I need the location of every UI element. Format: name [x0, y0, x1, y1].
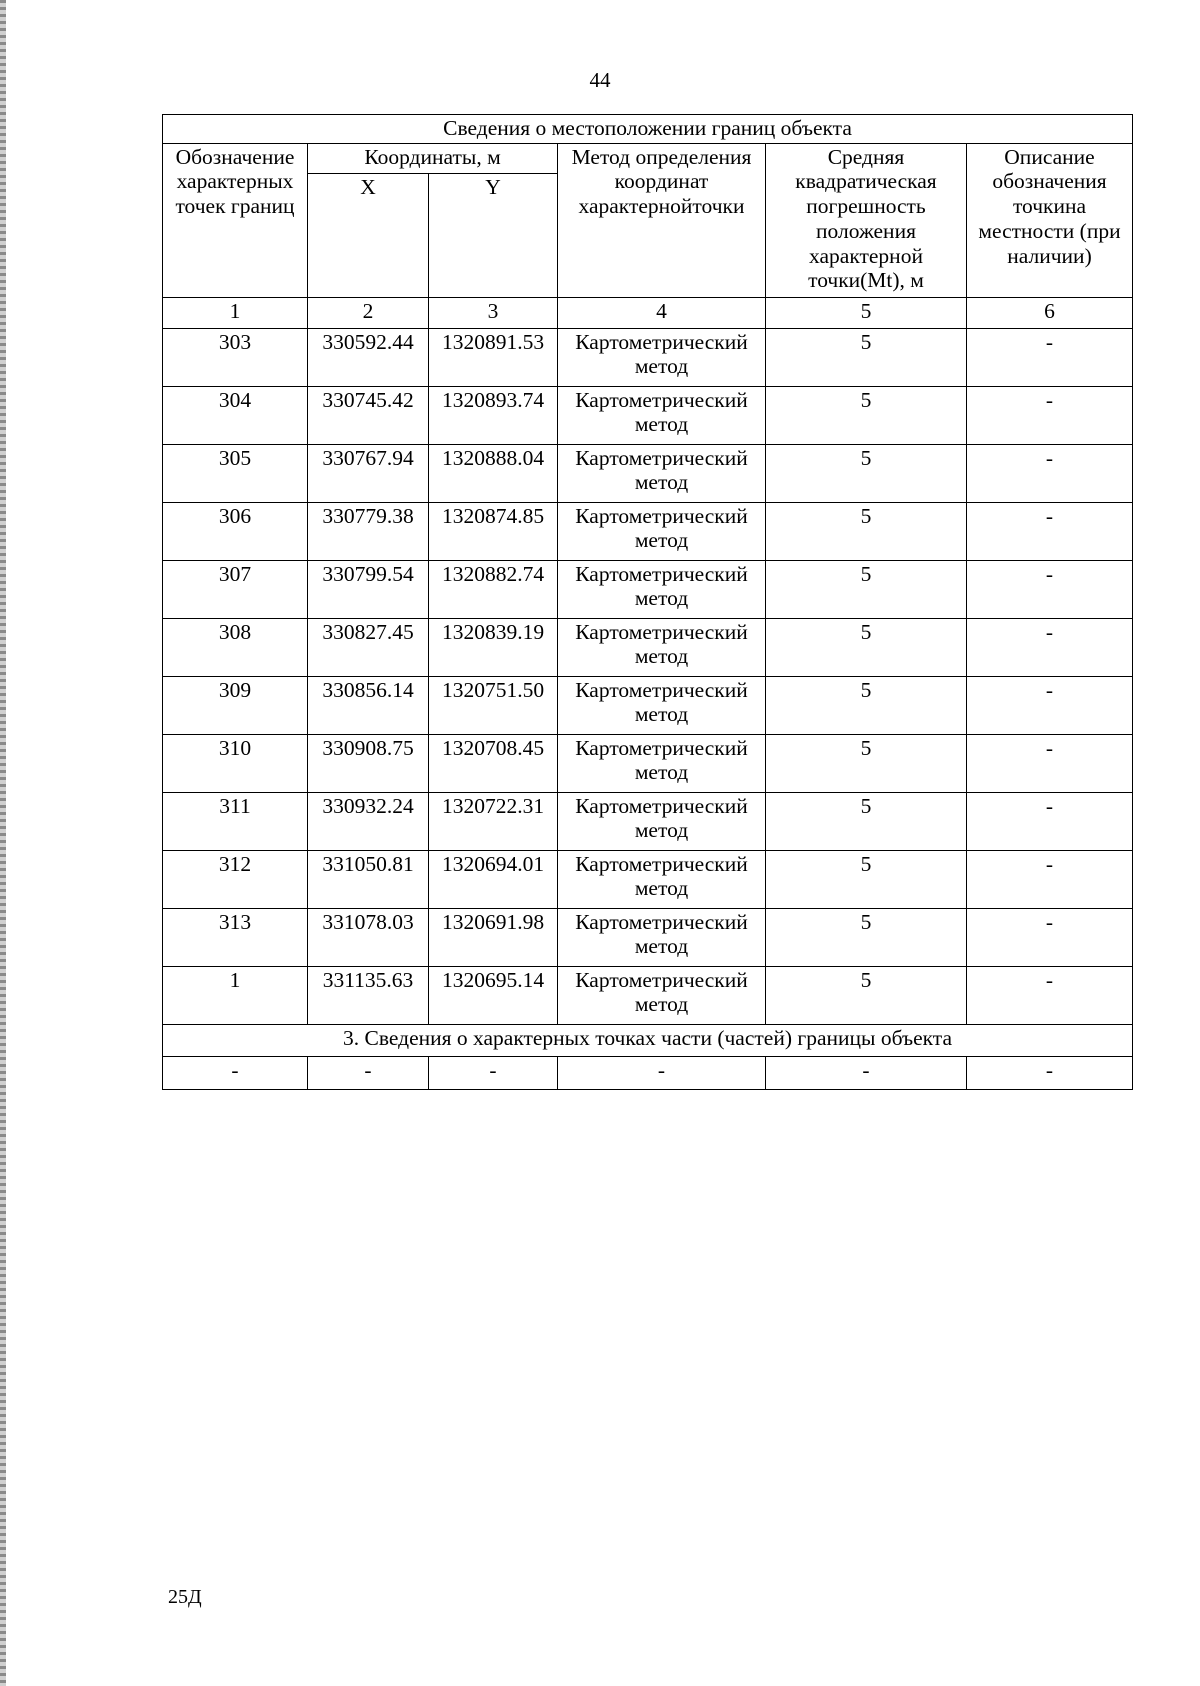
column-number: 2: [308, 297, 429, 328]
method-cell: Картометрический метод: [558, 560, 766, 618]
table-row: [163, 908, 1133, 966]
table-row: [163, 560, 1133, 618]
table-row: [163, 792, 1133, 850]
description-cell: -: [967, 444, 1133, 502]
y-coordinate-cell: 1320695.14: [429, 966, 558, 1024]
y-coordinate-cell: 1320874.85: [429, 502, 558, 560]
column-number: 5: [766, 297, 967, 328]
table-row: [163, 386, 1133, 444]
caption-row: [163, 115, 1133, 144]
document-code: 25Д: [168, 1586, 202, 1608]
method-cell: Картометрический метод: [558, 850, 766, 908]
error-cell: 5: [766, 792, 967, 850]
point-cell: 313: [163, 908, 308, 966]
method-cell: Картометрический метод: [558, 502, 766, 560]
point-cell: 309: [163, 676, 308, 734]
y-coordinate-cell: 1320708.45: [429, 734, 558, 792]
point-cell: 1: [163, 966, 308, 1024]
y-coordinate-cell: 1320893.74: [429, 386, 558, 444]
section3-cell: -: [558, 1056, 766, 1089]
x-coordinate-cell: 331135.63: [308, 966, 429, 1024]
description-cell: -: [967, 792, 1133, 850]
error-cell: 5: [766, 850, 967, 908]
section3-title-row: [163, 1024, 1133, 1056]
point-cell: 303: [163, 328, 308, 386]
method-cell: Картометрический метод: [558, 908, 766, 966]
method-cell: Картометрический метод: [558, 792, 766, 850]
description-cell: -: [967, 328, 1133, 386]
error-cell: 5: [766, 328, 967, 386]
error-cell: 5: [766, 502, 967, 560]
description-cell: -: [967, 734, 1133, 792]
x-coordinate-cell: 331078.03: [308, 908, 429, 966]
error-cell: 5: [766, 676, 967, 734]
x-coordinate-cell: 330856.14: [308, 676, 429, 734]
column-number: 4: [558, 297, 766, 328]
y-coordinate-cell: 1320691.98: [429, 908, 558, 966]
header-coordinates: Координаты, м: [308, 143, 558, 173]
column-number: 3: [429, 297, 558, 328]
error-cell: 5: [766, 444, 967, 502]
section3-cell: -: [308, 1056, 429, 1089]
point-cell: 306: [163, 502, 308, 560]
method-cell: Картометрический метод: [558, 386, 766, 444]
header-method: Метод определения координат характернойточки: [558, 143, 766, 297]
x-coordinate-cell: 330932.24: [308, 792, 429, 850]
error-cell: 5: [766, 386, 967, 444]
column-numbers-row: [163, 297, 1133, 328]
point-cell: 311: [163, 792, 308, 850]
table-row: [163, 328, 1133, 386]
x-coordinate-cell: 331050.81: [308, 850, 429, 908]
table-caption: Сведения о местоположении границ объекта: [163, 115, 1133, 144]
table-row: [163, 850, 1133, 908]
error-cell: 5: [766, 734, 967, 792]
header-designation: Обозначение характерных точек границ: [163, 143, 308, 297]
point-cell: 312: [163, 850, 308, 908]
header-y: Y: [429, 173, 558, 297]
description-cell: -: [967, 618, 1133, 676]
point-cell: 310: [163, 734, 308, 792]
header-row-1: [163, 143, 1133, 173]
column-number: 1: [163, 297, 308, 328]
column-number: 6: [967, 297, 1133, 328]
x-coordinate-cell: 330745.42: [308, 386, 429, 444]
description-cell: -: [967, 676, 1133, 734]
method-cell: Картометрический метод: [558, 734, 766, 792]
table-row: [163, 676, 1133, 734]
x-coordinate-cell: 330827.45: [308, 618, 429, 676]
x-coordinate-cell: 330779.38: [308, 502, 429, 560]
point-cell: 304: [163, 386, 308, 444]
header-x: X: [308, 173, 429, 297]
y-coordinate-cell: 1320694.01: [429, 850, 558, 908]
table-row: [163, 966, 1133, 1024]
error-cell: 5: [766, 908, 967, 966]
table-row: [163, 734, 1133, 792]
section3-cell: -: [429, 1056, 558, 1089]
y-coordinate-cell: 1320722.31: [429, 792, 558, 850]
error-cell: 5: [766, 966, 967, 1024]
y-coordinate-cell: 1320751.50: [429, 676, 558, 734]
header-description: Описание обозначения точкина местности (при наличии): [967, 143, 1133, 297]
x-coordinate-cell: 330908.75: [308, 734, 429, 792]
description-cell: -: [967, 908, 1133, 966]
section3-title: 3. Сведения о характерных точках части (частей) границы объекта: [163, 1024, 1133, 1056]
table-row: [163, 618, 1133, 676]
section3-cell: -: [766, 1056, 967, 1089]
method-cell: Картометрический метод: [558, 444, 766, 502]
description-cell: -: [967, 966, 1133, 1024]
method-cell: Картометрический метод: [558, 966, 766, 1024]
y-coordinate-cell: 1320888.04: [429, 444, 558, 502]
table-row: [163, 502, 1133, 560]
y-coordinate-cell: 1320891.53: [429, 328, 558, 386]
method-cell: Картометрический метод: [558, 328, 766, 386]
y-coordinate-cell: 1320882.74: [429, 560, 558, 618]
method-cell: Картометрический метод: [558, 618, 766, 676]
section3-cell: -: [967, 1056, 1133, 1089]
header-error: Средняя квадратическая погрешность положения характерной точки(Mt), м: [766, 143, 967, 297]
description-cell: -: [967, 386, 1133, 444]
section3-cell: -: [163, 1056, 308, 1089]
boundary-coordinates-table: [162, 114, 1133, 1090]
x-coordinate-cell: 330592.44: [308, 328, 429, 386]
y-coordinate-cell: 1320839.19: [429, 618, 558, 676]
description-cell: -: [967, 502, 1133, 560]
scan-edge: [0, 0, 6, 1686]
table-row: [163, 444, 1133, 502]
error-cell: 5: [766, 560, 967, 618]
description-cell: -: [967, 850, 1133, 908]
error-cell: 5: [766, 618, 967, 676]
x-coordinate-cell: 330799.54: [308, 560, 429, 618]
method-cell: Картометрический метод: [558, 676, 766, 734]
section3-row: [163, 1056, 1133, 1089]
description-cell: -: [967, 560, 1133, 618]
point-cell: 308: [163, 618, 308, 676]
point-cell: 307: [163, 560, 308, 618]
point-cell: 305: [163, 444, 308, 502]
x-coordinate-cell: 330767.94: [308, 444, 429, 502]
page-number: 44: [589, 68, 611, 92]
